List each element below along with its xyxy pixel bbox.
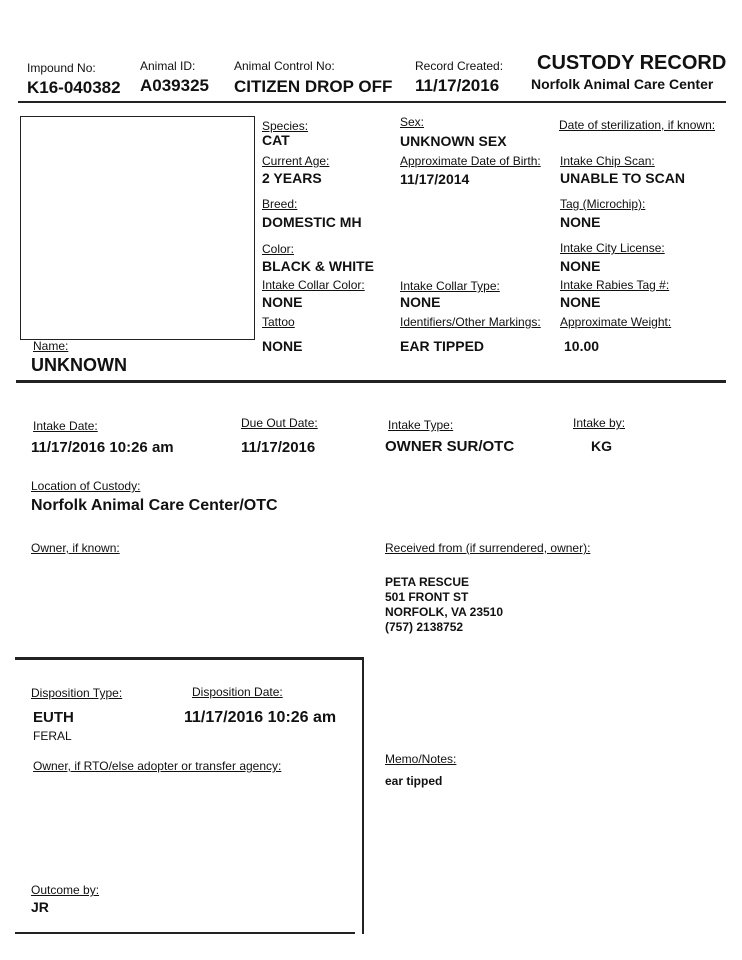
received-from-label: Received from (if surrendered, owner): (385, 541, 591, 555)
disposition-bottom-border (15, 932, 355, 934)
received-city: NORFOLK, VA 23510 (385, 605, 504, 619)
chip-scan-label: Intake Chip Scan: (560, 154, 655, 168)
sex-label: Sex: (400, 115, 425, 129)
weight-label: Approximate Weight: (560, 315, 672, 329)
intake-type-value: OWNER SUR/OTC (385, 438, 515, 455)
intake-by-value: KG (591, 438, 612, 454)
received-name: PETA RESCUE (385, 575, 470, 589)
disposition-owner-label: Owner, if RTO/else adopter or transfer agency: (33, 759, 282, 773)
name-label: Name: (33, 339, 69, 353)
disposition-type-value: EUTH (33, 709, 74, 726)
disposition-right-border (362, 657, 364, 934)
tag-label: Tag (Microchip): (560, 197, 646, 211)
weight-value: 10.00 (564, 338, 600, 354)
disposition-subtype: FERAL (33, 729, 72, 743)
species-value: CAT (262, 132, 290, 148)
dob-value: 11/17/2014 (400, 171, 470, 187)
breed-value: DOMESTIC MH (262, 214, 362, 230)
tag-value: NONE (560, 214, 601, 230)
intake-type-label: Intake Type: (388, 418, 454, 432)
animal-id-label: Animal ID: (140, 59, 196, 73)
received-street: 501 FRONT ST (385, 590, 469, 604)
collar-type-label: Intake Collar Type: (400, 279, 500, 293)
disposition-date-label: Disposition Date: (192, 685, 283, 699)
header-divider (18, 101, 726, 103)
sex-value: UNKNOWN SEX (400, 133, 507, 149)
disposition-date-value: 11/17/2016 10:26 am (184, 709, 337, 726)
animal-id-value: A039325 (140, 76, 210, 95)
control-label: Animal Control No: (234, 59, 335, 73)
sterilization-label: Date of sterilization, if known: (559, 118, 716, 132)
color-label: Color: (262, 242, 295, 256)
markings-label: Identifiers/Other Markings: (400, 315, 541, 329)
intake-date-label: Intake Date: (33, 419, 98, 433)
location-value: Norfolk Animal Care Center/OTC (31, 497, 278, 514)
color-value: BLACK & WHITE (262, 258, 374, 274)
tattoo-value: NONE (262, 338, 303, 354)
animal-section-divider (16, 380, 726, 383)
license-value: NONE (560, 258, 601, 274)
control-value: CITIZEN DROP OFF (234, 77, 393, 96)
disposition-top-border (15, 657, 364, 660)
intake-date-value: 11/17/2016 10:26 am (31, 439, 174, 456)
collar-color-label: Intake Collar Color: (262, 278, 365, 292)
outcome-by-value: JR (31, 899, 49, 915)
breed-label: Breed: (262, 197, 298, 211)
rabies-label: Intake Rabies Tag #: (560, 278, 670, 292)
animal-photo-box (20, 116, 255, 340)
collar-type-value: NONE (400, 294, 441, 310)
name-value: UNKNOWN (31, 355, 127, 375)
impound-label: Impound No: (27, 61, 96, 75)
received-from-address (385, 575, 503, 635)
species-label: Species: (262, 119, 309, 133)
due-out-label: Due Out Date: (241, 416, 318, 430)
rabies-value: NONE (560, 294, 601, 310)
page-title: CUSTODY RECORD (537, 52, 727, 74)
intake-by-label: Intake by: (573, 416, 626, 430)
memo-text: ear tipped (385, 774, 443, 788)
due-out-value: 11/17/2016 (241, 439, 316, 456)
location-label: Location of Custody: (31, 479, 141, 493)
collar-color-value: NONE (262, 294, 303, 310)
org-name: Norfolk Animal Care Center (531, 76, 714, 92)
received-phone: (757) 2138752 (385, 620, 464, 634)
age-value: 2 YEARS (262, 170, 322, 186)
memo-label: Memo/Notes: (385, 752, 457, 766)
tattoo-label: Tattoo (262, 315, 295, 329)
owner-known-label: Owner, if known: (31, 541, 120, 555)
impound-value: K16-040382 (27, 78, 121, 97)
age-label: Current Age: (262, 154, 330, 168)
record-created-label: Record Created: (415, 59, 504, 73)
record-created-value: 11/17/2016 (415, 76, 500, 95)
disposition-type-label: Disposition Type: (31, 686, 123, 700)
chip-scan-value: UNABLE TO SCAN (560, 170, 685, 186)
license-label: Intake City License: (560, 241, 665, 255)
markings-value: EAR TIPPED (400, 338, 485, 354)
dob-label: Approximate Date of Birth: (400, 154, 541, 168)
outcome-by-label: Outcome by: (31, 883, 100, 897)
